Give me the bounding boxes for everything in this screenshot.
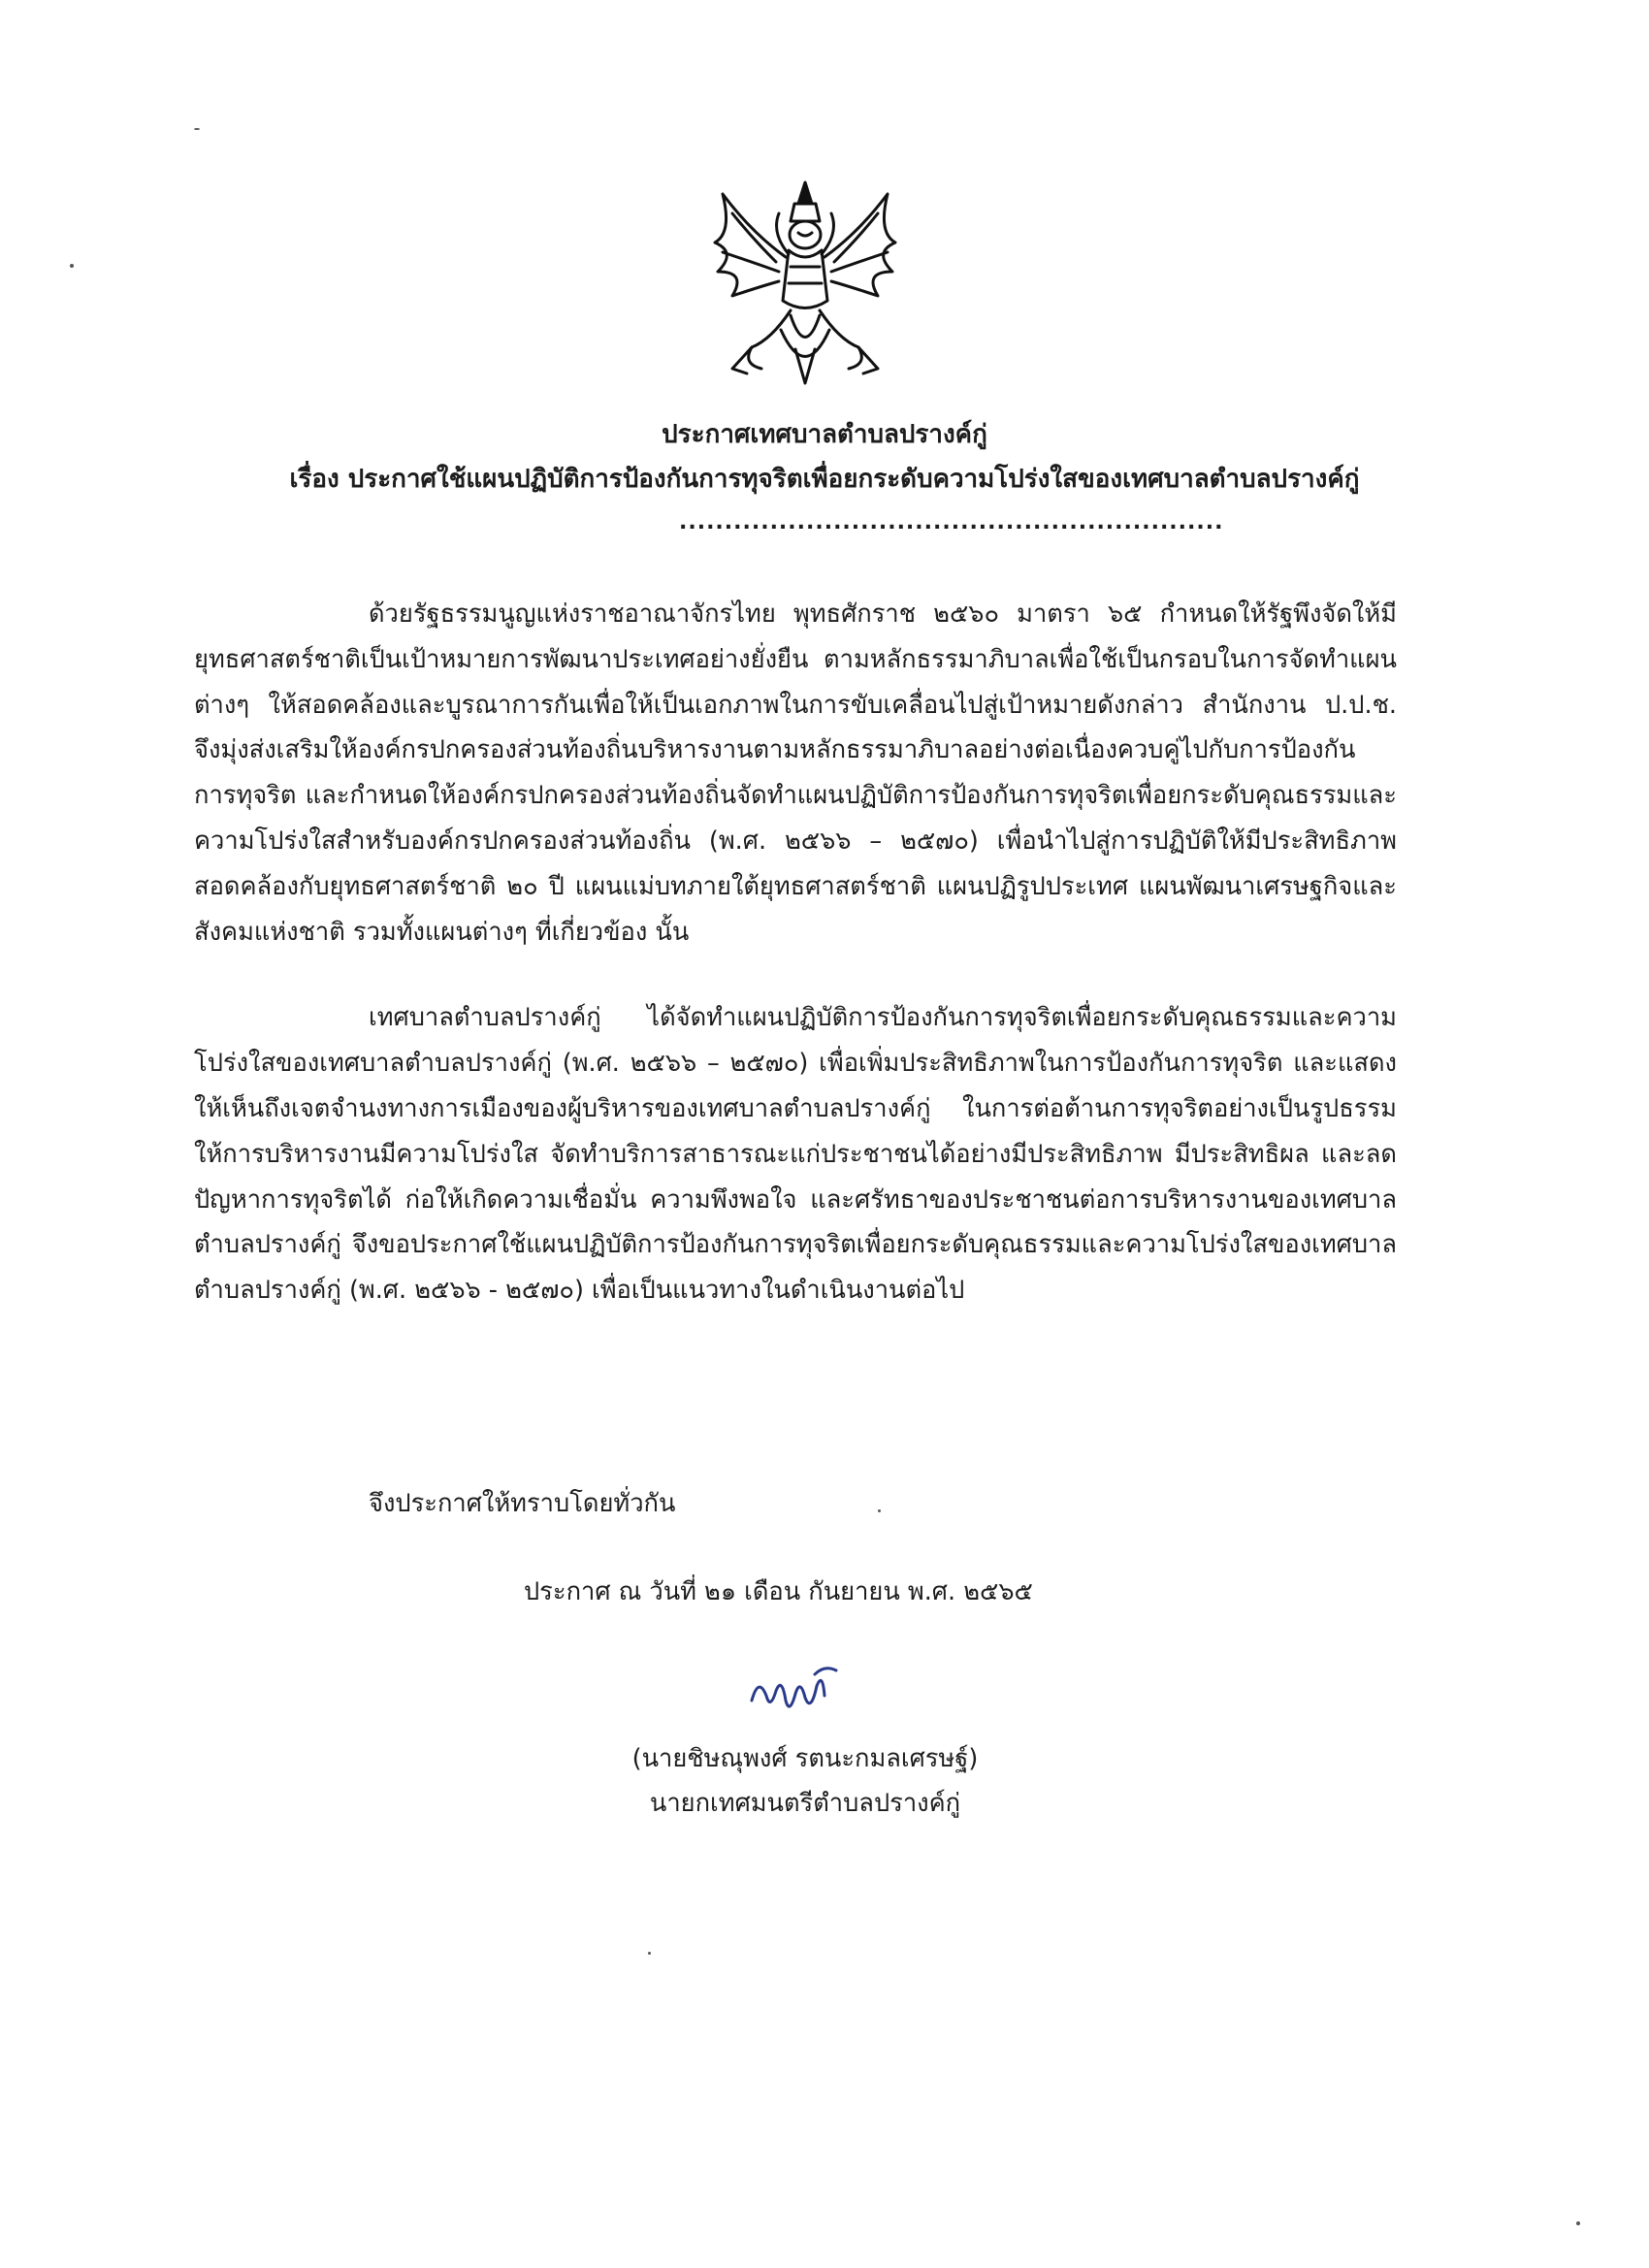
- header: [146, 412, 1504, 540]
- signatory-position: นายกเทศมนตรีตำบลปรางค์กู่: [649, 1789, 961, 1818]
- signatory-block: [485, 1736, 1125, 1826]
- paragraph-1: ด้วยรัฐธรรมนูญแห่งราชอาณาจักรไทย พุทธศักราช ๒๕๖๐ มาตรา ๖๕ กำหนดให้รัฐพึงจัดให้มียุทธศาสตร์ชาติเป็นเป้าหมายการพัฒนาประเทศอย่างยั่งยืน ตามหลักธรรมาภิบาลเพื่อใช้เป็นกรอบในการจัดทำแผนต่างๆ ให้สอดคล้องและบูรณาการกันเพื่อให้เป็นเอกภาพในการขับเคลื่อนไปสู่เป้าหมายดังกล่าว สำนักงาน ป.ป.ช. จึงมุ่งส่งเสริมให้องค์กรปกครองส่วนท้องถิ่นบริหารงานตามหลักธรรมาภิบาลอย่างต่อเนื่องควบคู่ไปกับการป้องกันการทุจริต และกำหนดให้องค์กรปกครองส่วนท้องถิ่นจัดทำแผนปฏิบัติการป้องกันการทุจริตเพื่อยกระดับคุณธรรมและความโปร่งใสสำหรับองค์กรปกครองส่วนท้องถิ่น (พ.ศ. ๒๕๖๖ – ๒๕๗๐) เพื่อนำไปสู่การปฏิบัติให้มีประสิทธิภาพสอดคล้องกับยุทธศาสตร์ชาติ ๒๐ ปี แผนแม่บทภายใต้ยุทธศาสตร์ชาติ แผนปฏิรูปประเทศ แผนพัฒนาเศรษฐกิจและสังคมแห่งชาติ รวมทั้งแผนต่างๆ ที่เกี่ยวข้อง นั้น: [194, 599, 1397, 947]
- signatory-name: (นายชิษณุพงศ์ รตนะกมลเศรษฐ์): [631, 1744, 979, 1773]
- handwritten-signature: [747, 1657, 844, 1725]
- scan-speck: [648, 1952, 651, 1955]
- dotted-divider: ............................................................: [679, 510, 1224, 535]
- issuer-title: ประกาศเทศบาลตำบลปรางค์กู่: [662, 420, 987, 449]
- scan-speck: [70, 264, 74, 268]
- paragraph-2: เทศบาลตำบลปรางค์กู่ ได้จัดทำแผนปฏิบัติการป้องกันการทุจริตเพื่อยกระดับคุณธรรมและความโปร่งใสของเทศบาลตำบลปรางค์กู่ (พ.ศ. ๒๕๖๖ – ๒๕๗๐) เพื่อเพิ่มประสิทธิภาพในการป้องกันการทุจริต และแสดงให้เห็นถึงเจตจำนงทางการเมืองของผู้บริหารของเทศบาลตำบลปรางค์กู่ ในการต่อต้านการทุจริตอย่างเป็นรูปธรรม ให้การบริหารงานมีความโปร่งใส จัดทำบริการสาธารณะแก่ประชาชนได้อย่างมีประสิทธิภาพ มีประสิทธิผล และลดปัญหาการทุจริตได้ ก่อให้เกิดความเชื่อมั่น ความพึงพอใจ และศรัทธาของประชาชนต่อการบริหารงานของเทศบาลตำบลปรางค์กู่ จึงขอประกาศใช้แผนปฏิบัติการป้องกันการทุจริตเพื่อยกระดับคุณธรรมและความโปร่งใสของเทศบาลตำบลปรางค์กู่ (พ.ศ. ๒๕๖๖ - ๒๕๗๐) เพื่อเป็นแนวทางในดำเนินงานต่อไป: [194, 1003, 1397, 1306]
- subject-line: เรื่อง ประกาศใช้แผนปฏิบัติการป้องกันการทุจริตเพื่อยกระดับความโปร่งใสของเทศบาลตำบลปรางค์กู่: [289, 465, 1360, 494]
- scan-speck: [194, 128, 200, 130]
- announcement-date: ประกาศ ณ วันที่ ๒๑ เดือน กันยายน พ.ศ. ๒๕๖๕: [524, 1577, 1033, 1606]
- scan-speck: [878, 1509, 881, 1512]
- announcement-body: [194, 592, 1397, 1354]
- closing-line: จึงประกาศให้ทราบโดยทั่วกัน: [369, 1489, 676, 1518]
- scan-speck: [1576, 2221, 1580, 2225]
- garuda-emblem-icon: [694, 175, 917, 398]
